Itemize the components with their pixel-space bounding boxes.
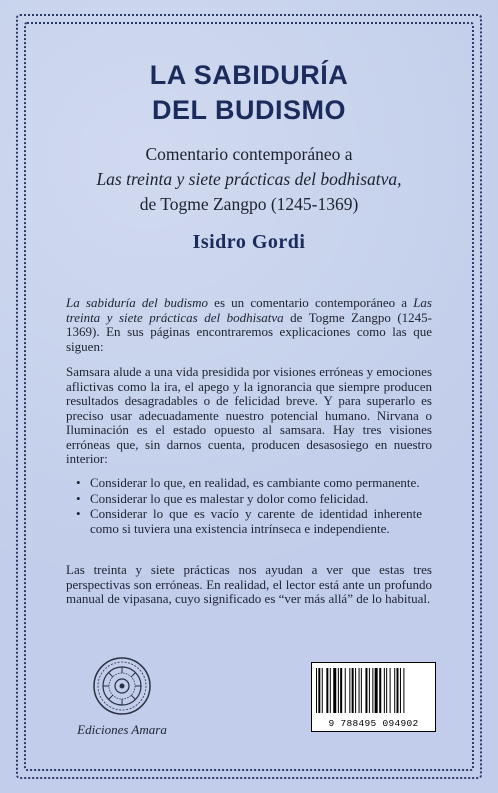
barcode-bar <box>352 668 354 713</box>
barcode-bar <box>372 668 373 713</box>
barcode-bar <box>361 668 362 713</box>
closing-paragraph: Las treinta y siete prácticas nos ayudan a ver que estas tres perspectivas son erróneas. En realidad, el lector está ante un profundo manual de vipasana, cuyo significado es “ver más allá” de lo habitual. <box>66 562 432 606</box>
barcode-bar <box>355 668 356 713</box>
subtitle <box>62 142 436 217</box>
bullet-text: Considerar lo que, en realidad, es cambiante como permanente. <box>90 475 420 490</box>
intro-book-title: La sabiduría del budismo <box>66 295 209 310</box>
barcode-bar <box>369 668 370 713</box>
subtitle-line-3: de Togme Zangpo (1245-1369) <box>139 194 359 214</box>
barcode-bar <box>340 668 342 713</box>
title-line-2: DEL BUDISMO <box>151 95 346 125</box>
barcode-bar <box>318 668 320 713</box>
barcode-bar <box>403 668 404 713</box>
bullet-icon: • <box>76 506 81 521</box>
intro-work-title: Las treinta y siete prácticas del bodhisatva <box>66 295 432 325</box>
intro-text-1: es un comentario contemporáneo a <box>208 295 414 310</box>
barcode-bar <box>316 668 317 713</box>
list-item <box>76 492 422 507</box>
barcode-bar <box>397 668 399 713</box>
bullet-list <box>76 476 422 537</box>
barcode-bar <box>322 668 323 713</box>
barcode-bar <box>375 668 378 713</box>
barcode-bar <box>349 668 350 713</box>
author-name: Isidro Gordi <box>192 231 306 253</box>
subtitle-line-1: Comentario contemporáneo a <box>145 144 353 164</box>
bullet-text: Considerar lo que es vacío y carente de identidad inherente como si tuviera una existencia intrínseca e independiente. <box>90 506 422 536</box>
bullet-text: Considerar lo que es malestar y dolor como felicidad. <box>90 490 369 506</box>
barcode-bar <box>390 668 391 713</box>
intro-paragraph <box>66 296 432 354</box>
barcode-bars-icon <box>316 668 429 713</box>
barcode-bar <box>359 668 360 713</box>
isbn-barcode <box>311 662 436 732</box>
title-line-1: LA SABIDURÍA <box>149 60 349 90</box>
barcode-bar <box>338 668 339 713</box>
barcode-bar <box>386 668 387 713</box>
barcode-bar <box>379 668 381 713</box>
header-block <box>62 58 436 254</box>
samsara-paragraph: Samsara alude a una vida presidida por visiones erróneas y emociones aflictivas como la ira, el apego y la ignorancia que siempre producen resultados desagradables o de felicidad breve. Y para superarlo es preciso usar adecuadamente nuestro potencial humano. Nirvana o Iluminación es el estado opuesto al samsara. Hay tres visiones erróneas que, sin darnos cuenta, producen desasosiego en nuestro interior: <box>66 364 432 466</box>
barcode-bar <box>365 668 367 713</box>
intro-text-2: de Togme Zangpo (1245-1369). En sus páginas encontraremos explicaciones como las que siguen: <box>66 309 432 354</box>
publisher-name: Ediciones Amara <box>77 722 167 737</box>
barcode-bar <box>400 668 401 713</box>
barcode-bar <box>394 668 395 713</box>
barcode-bar <box>333 668 336 713</box>
list-item <box>76 476 422 491</box>
publisher-logo-icon <box>92 656 152 716</box>
isbn-number: 9 788495 094902 <box>328 718 419 729</box>
barcode-bar <box>384 668 385 713</box>
subtitle-line-2: Las treinta y siete prácticas del bodhisatva, <box>96 169 402 189</box>
barcode-bar <box>330 668 331 713</box>
bullet-icon: • <box>76 490 81 506</box>
bullet-icon: • <box>76 475 81 490</box>
barcode-bar <box>326 668 328 713</box>
list-item <box>76 507 422 536</box>
barcode-bar <box>345 668 346 713</box>
book-title <box>62 58 436 128</box>
